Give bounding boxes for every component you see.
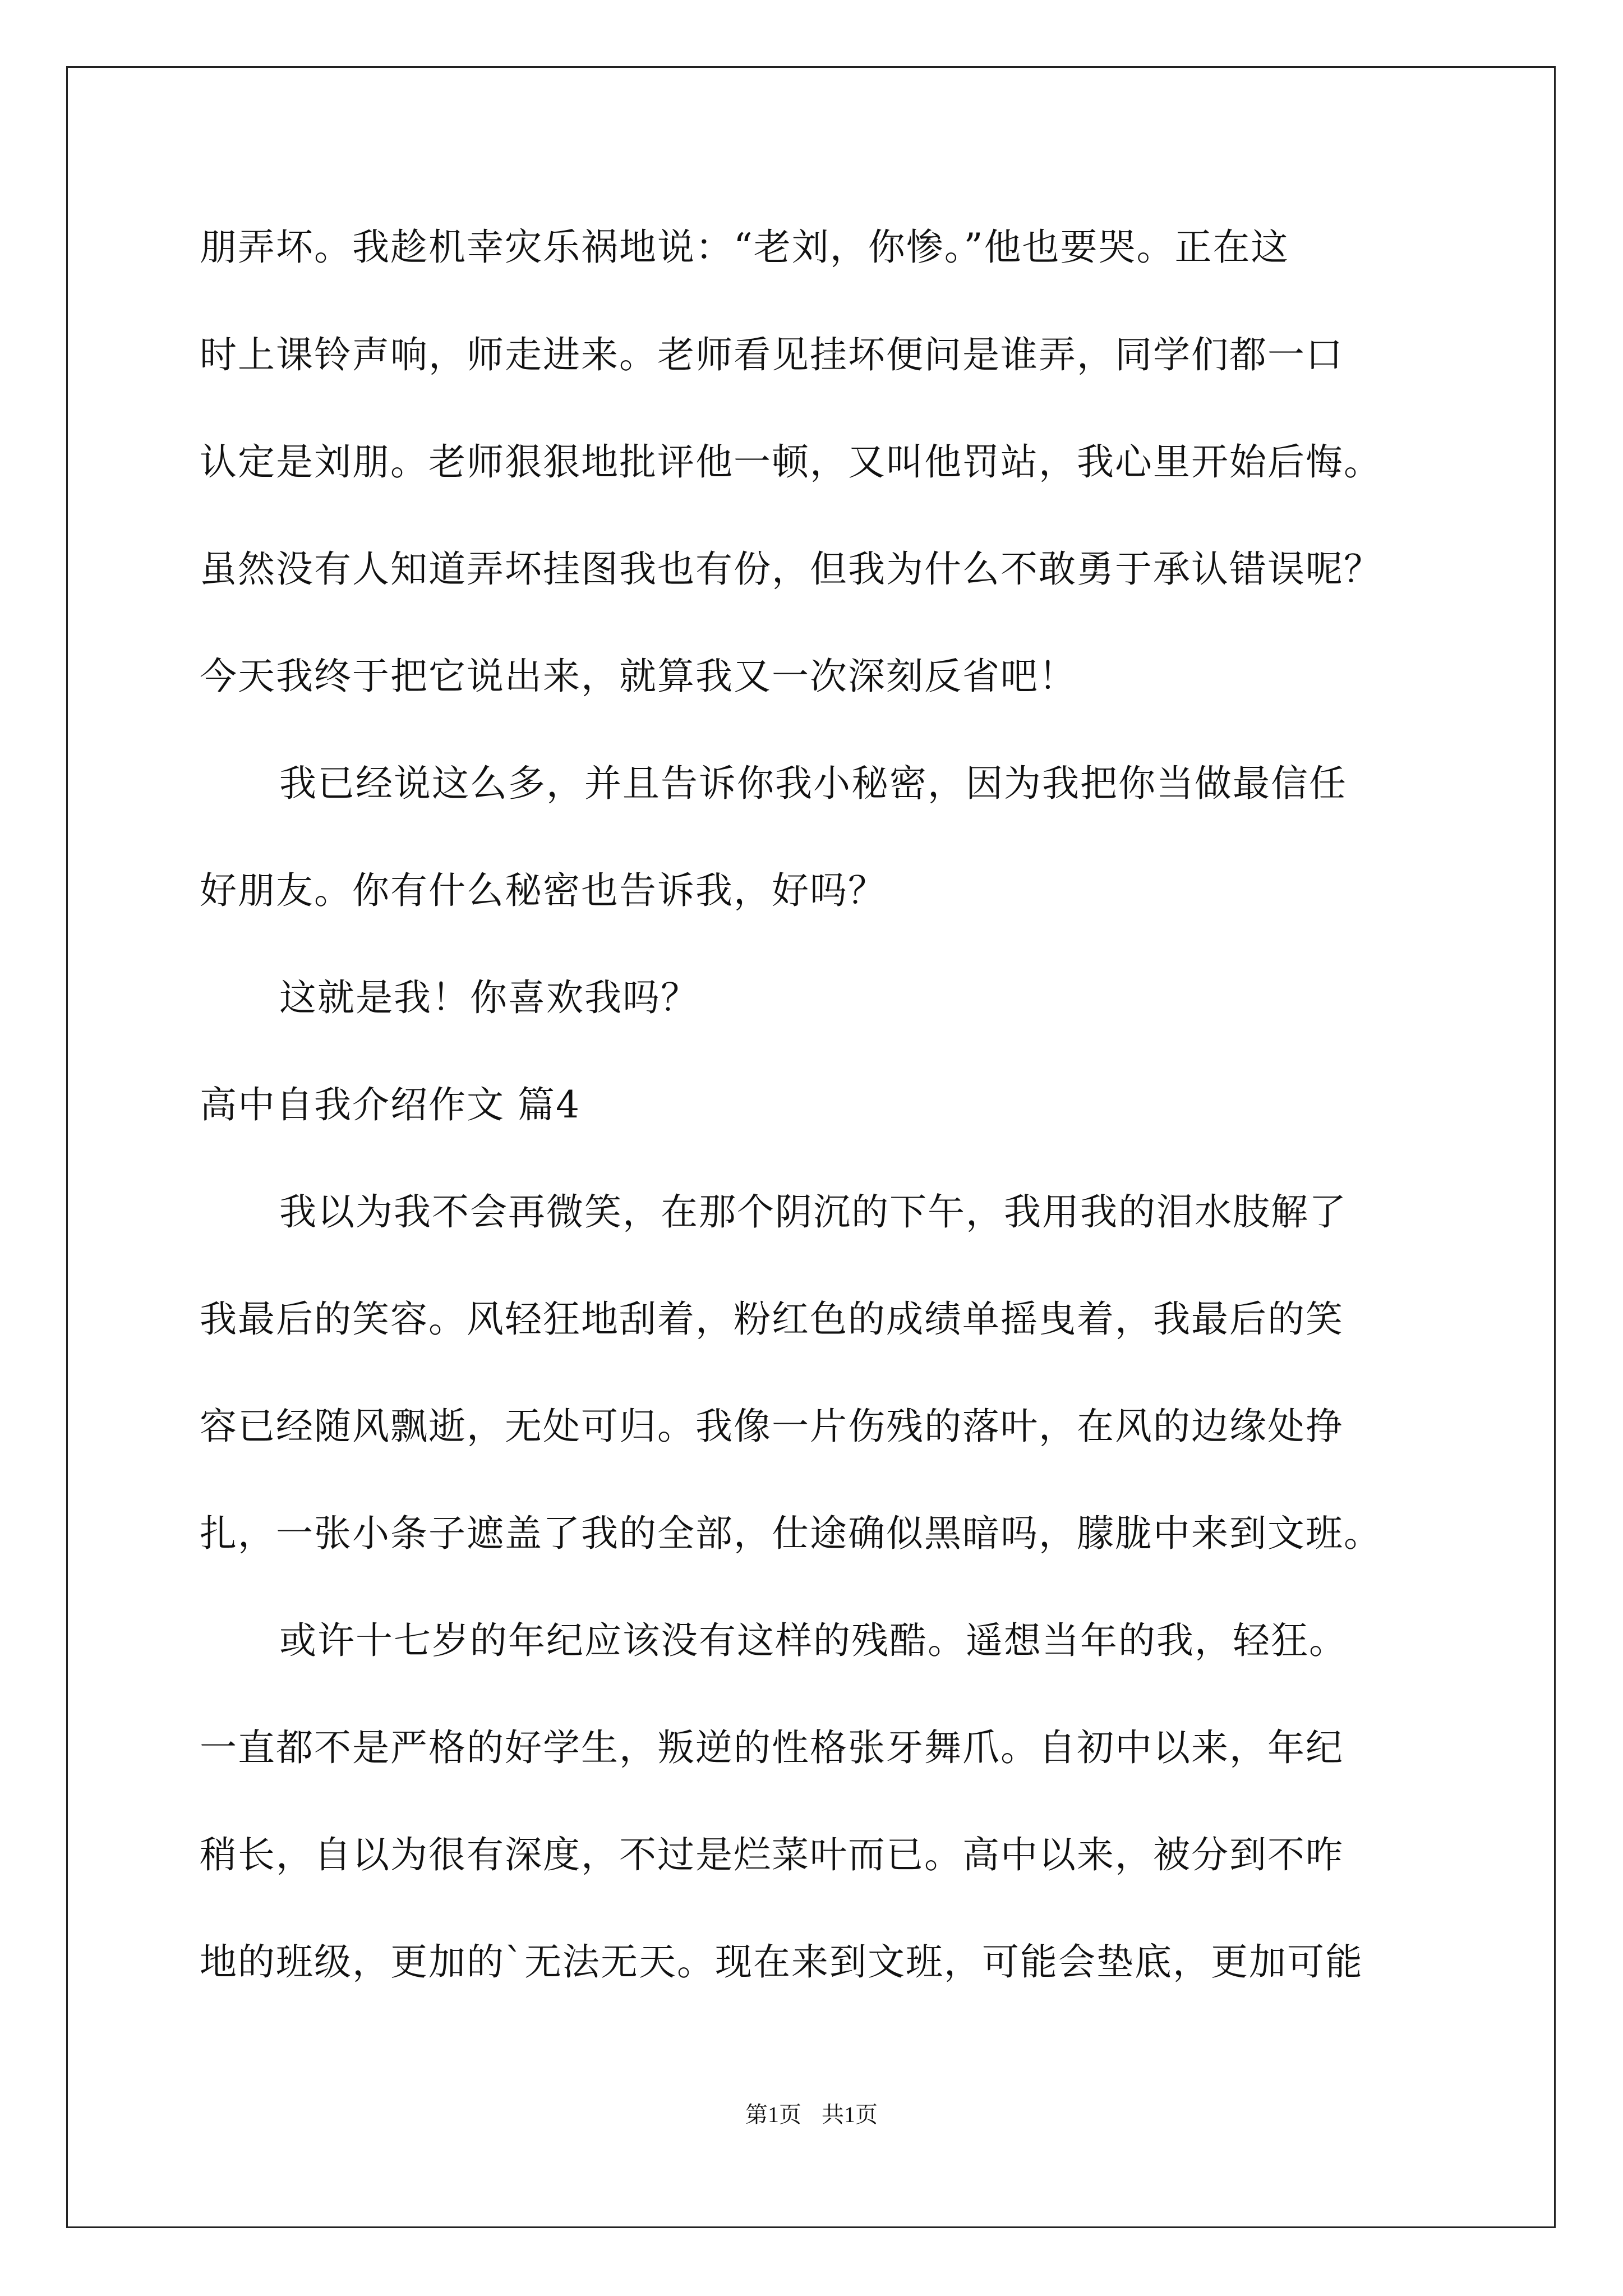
body-text-line: 我已经说这么多，并且告诉你我小秘密，因为我把你当做最信任 [279, 762, 1347, 805]
page-number: 第1页 [745, 2102, 801, 2127]
body-text-line: 我以为我不会再微笑，在那个阴沉的下午，我用我的泪水肢解了 [279, 1190, 1347, 1234]
body-text-line: 认定是刘朋。老师狠狠地批评他一顿，又叫他罚站，我心里开始后悔。 [200, 440, 1382, 484]
body-text-line: 地的班级，更加的`无法无天。现在来到文班，可能会垫底，更加可能 [200, 1940, 1363, 1984]
body-text-line: 一直都不是严格的好学生，叛逆的性格张牙舞爪。自初中以来，年纪 [200, 1726, 1344, 1769]
page-total: 共1页 [822, 2102, 878, 2127]
body-text-line: 朋弄坏。我趁机幸灾乐祸地说：“老刘，你惨。”他也要哭。正在这 [200, 226, 1289, 269]
page-footer [0, 2101, 1623, 2129]
body-text-line: 好朋友。你有什么秘密也告诉我，好吗？ [200, 869, 886, 912]
body-text-line: 容已经随风飘逝，无处可归。我像一片伤残的落叶，在风的边缘处挣 [200, 1405, 1344, 1448]
body-text-line: 稍长，自以为很有深度，不过是烂菜叶而已。高中以来，被分到不咋 [200, 1833, 1344, 1876]
body-text-line: 扎，一张小条子遮盖了我的全部，仕途确似黑暗吗，朦胧中来到文班。 [200, 1512, 1382, 1555]
body-text-line: 虽然没有人知道弄坏挂图我也有份，但我为什么不敢勇于承认错误呢？ [200, 547, 1382, 591]
body-text-line: 我最后的笑容。风轻狂地刮着，粉红色的成绩单摇曳着，我最后的笑 [200, 1297, 1344, 1341]
body-text-line: 今天我终于把它说出来，就算我又一次深刻反省吧！ [200, 655, 1077, 698]
body-text-line: 这就是我！你喜欢我吗？ [279, 976, 699, 1019]
section-heading: 高中自我介绍作文 篇4 [200, 1083, 580, 1126]
page-border [66, 66, 1556, 2228]
body-text-line: 时上课铃声响，师走进来。老师看见挂坏便问是谁弄，同学们都一口 [200, 333, 1344, 376]
body-text-line: 或许十七岁的年纪应该没有这样的残酷。遥想当年的我，轻狂。 [279, 1619, 1347, 1662]
